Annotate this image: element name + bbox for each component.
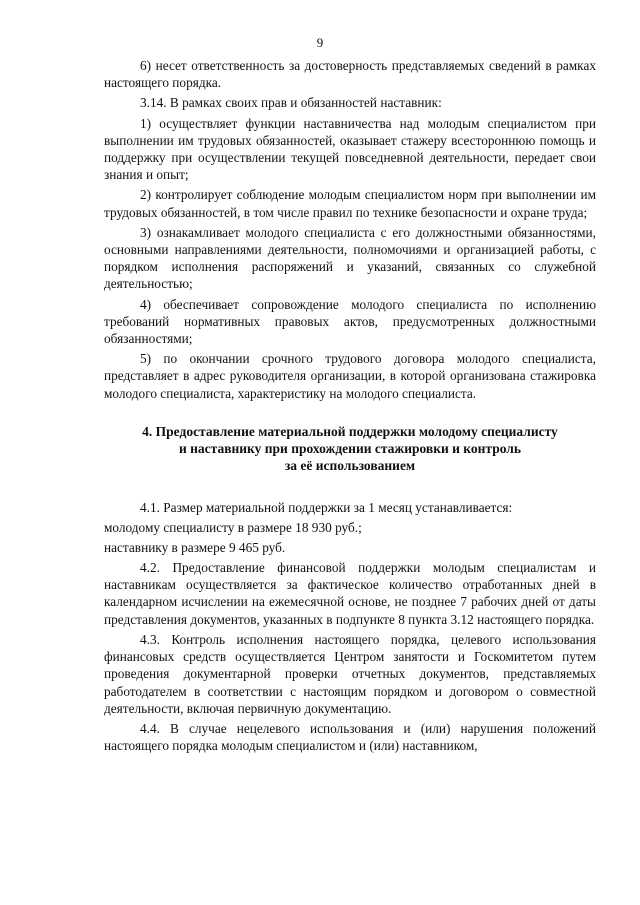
section-heading-line: за её использованием bbox=[284, 458, 416, 474]
paragraph-3-13-item-6: 6) несет ответственность за достоверность представляемых сведений в рамках настоящего порядка. bbox=[104, 58, 596, 91]
paragraph-4-4: 4.4. В случае нецелевого использования и (или) нарушения положений настоящего порядка молодым специалистом и (или) наставником, bbox=[104, 720, 596, 754]
page-number: 9 bbox=[316, 35, 324, 50]
paragraph-4-1: 4.1. Размер материальной поддержки за 1 месяц устанавливается: bbox=[140, 500, 513, 516]
paragraph-4-2: 4.2. Предоставление финансовой поддержки молодым специалистам и наставникам осуществляется за фактическое количество отработанных дней в календарном исчислении на ежемесячной основе, не позднее 7 рабочих дней от даты представления документов, указанных в подпункте 8 пункта 3.12 настоящего порядка. bbox=[104, 560, 596, 627]
paragraph-3-14-item-1: 1) осуществляет функции наставничества над молодым специалистом при выполнении им трудовых обязанностей, оказывает стажеру всестороннюю помощь и поддержку при осуществлении текущей повседневной деятельности, передает свои знания и опыт; bbox=[104, 115, 596, 183]
paragraph-3-14: 3.14. В рамках своих прав и обязанностей наставник: bbox=[140, 95, 442, 111]
paragraph-4-3: 4.3. Контроль исполнения настоящего порядка, целевого использования финансовых средств осуществляется Центром занятости и Госкомитетом путем проведения документарной проверки отчетных документов, представляемых работодателем в соответствии с настоящим порядком и договором о совместной деятельности, включая первичную документацию. bbox=[104, 631, 596, 716]
paragraph-3-14-item-5: 5) по окончании срочного трудового договора молодого специалиста, представляет в адрес руководителя организации, в которой организована стажировка молодого специалиста, характеристику на молодого специалиста. bbox=[104, 351, 596, 401]
paragraph-3-14-item-4: 4) обеспечивает сопровождение молодого специалиста по исполнению требований нормативных правовых актов, предусмотренных должностными обязанностями; bbox=[104, 296, 596, 347]
paragraph-3-14-item-2: 2) контролирует соблюдение молодым специалистом норм при выполнении им трудовых обязанностей, в том числе правил по технике безопасности и охране труда; bbox=[104, 187, 596, 220]
support-amount-mentor: наставнику в размере 9 465 руб. bbox=[104, 539, 286, 555]
section-heading-line: 4. Предоставление материальной поддержки молодому специалисту bbox=[142, 423, 558, 439]
document-body bbox=[104, 57, 596, 754]
section-heading-line: и наставнику при прохождении стажировки и контроль bbox=[178, 441, 521, 457]
section-4-heading bbox=[104, 423, 596, 475]
support-amount-specialist: молодому специалисту в размере 18 930 руб.; bbox=[104, 519, 362, 535]
paragraph-3-14-item-3: 3) ознакамливает молодого специалиста с его должностными обязанностями, основными направлениями деятельности, полномочиями и организацией работы, с порядком исполнения распоряжений и указаний, связанных со служебной деятельностью; bbox=[104, 224, 596, 292]
